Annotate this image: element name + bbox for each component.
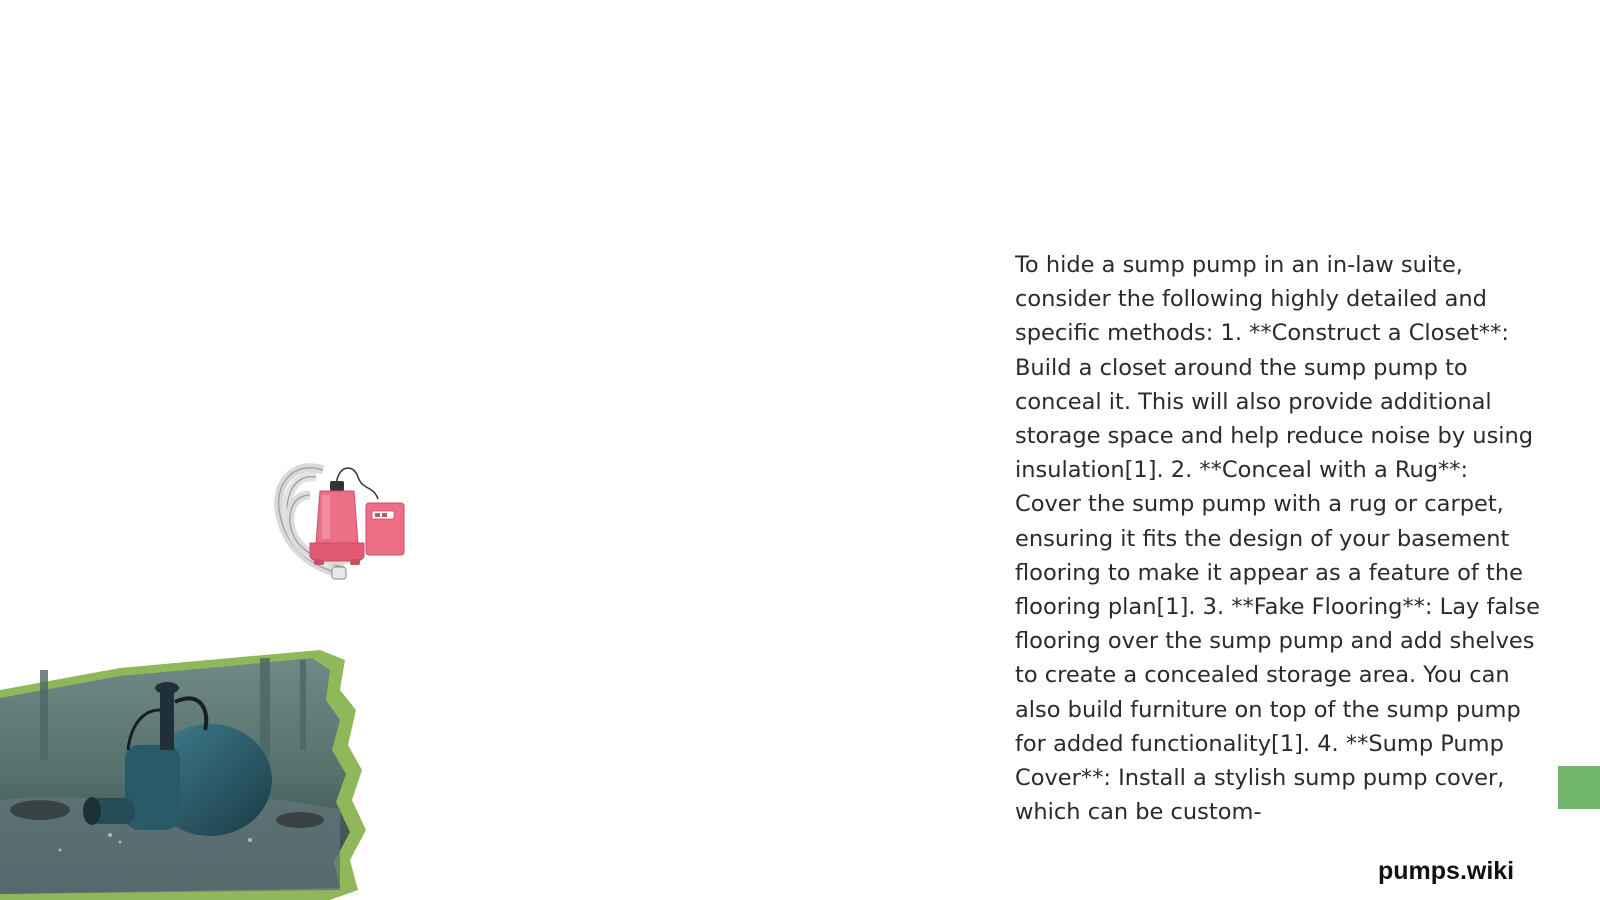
article-body-text: To hide a sump pump in an in-law suite, consider the following highly detailed and specific methods: 1. **Construct a Closet**: Build a closet around the sump pump to conceal it. This will also provide additional storage space and help reduce noise by using insulation[1]. 2. **Conceal with a Rug**: Cover the sump pump with a rug or carpet, ensuring it fits the design of your basement flooring to make it appear as a feature of the flooring plan[1]. 3. **Fake Flooring**: Lay false flooring over the sump pump and add shelves to create a concealed storage area. You can also build furniture on top of the sump pump for added functionality[1]. 4. **Sump Pump Cover**: Install a stylish sump pump cover, which can be custom- (1015, 252, 1540, 826)
submersible-pump-icon (268, 455, 413, 590)
accent-block (1558, 766, 1600, 809)
pump-in-stream-photo (0, 650, 370, 900)
brand-watermark: pumps.wiki (1378, 857, 1515, 885)
